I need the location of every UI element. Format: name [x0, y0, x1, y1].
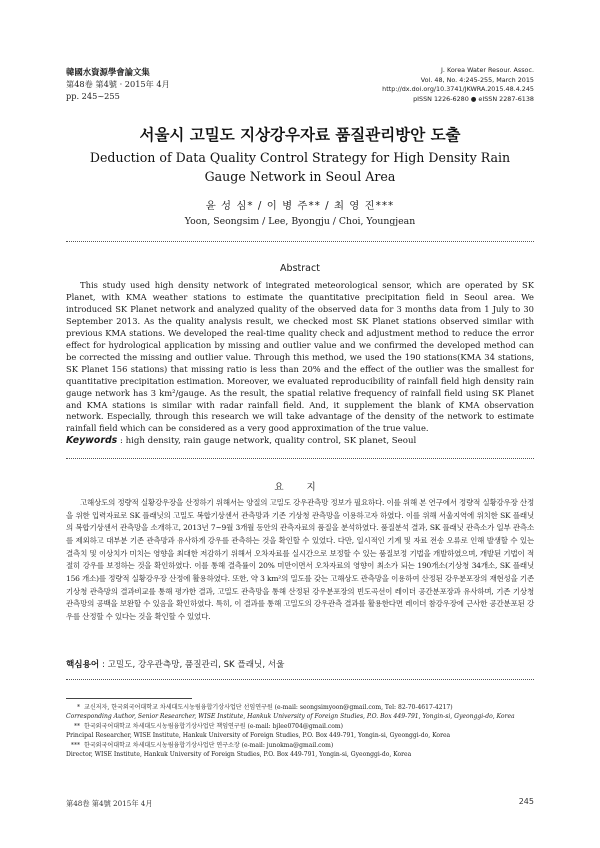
divider-top — [66, 241, 534, 242]
page-number: 245 — [518, 797, 534, 806]
footnote-ko: 한국외국어대학교 차세대도시농림융합기상사업단 연구소장 (e-mail: junokma@gmail.com) — [84, 741, 334, 749]
keywords-text: : high density, rain gauge network, quality control, SK planet, Seoul — [117, 436, 417, 446]
footnote-mark: * — [76, 704, 80, 711]
korean-abstract-heading: 요 지 — [274, 482, 326, 493]
footnote-ko: 한국외국어대학교 차세대도시농림융합기상사업단 책임연구원 (e-mail: bjlee0704@gmail.com) — [84, 722, 344, 730]
journal-header-right — [294, 66, 534, 104]
footnote-ko: 교신저자, 한국외국어대학교 차세대도시농림융합기상사업단 선임연구원 (e-mail: seongsimyoon@gmail.com, Tel: 82-70-4617-4217) — [84, 704, 453, 711]
footnote-mark: *** — [70, 741, 80, 749]
footnotes — [66, 703, 546, 759]
issn: pISSN 1226-6280 ● eISSN 2287-6138 — [413, 94, 534, 103]
journal-pages: pp. 245~255 — [66, 91, 120, 101]
footnote-en: Corresponding Author, Senior Researcher, WISE Institute, Hankuk University of Foreign Studies, P.O. Box 449-791, Yongin-si, Gyeonggi-do, Korea — [66, 713, 515, 721]
footnote — [66, 741, 546, 750]
korean-abstract-body: 고해상도의 정량적 실황강우장을 산정하기 위해서는 양질의 고밀도 강우관측망 정보가 필요하다. 이를 위해 본 연구에서 정량적 실황강우장 산정을 위한 입력자료로 SK 플래닛의 고밀도 복합기상센서 관측망과 기존 기상청 관측망을 이용하고자 하였다. 이를 위해 서울지역에 위치한 SK 플래닛의 복합기상센서 관측망을 소개하고, 2013년 7~9월 3개월 동안의 관측자료의 품질을 분석하였다. 품질분석 결과, SK 플래닛 관측소가 일부 관측소를 제외하고 대부분 기존 관측망과 유사하게 강우를 관측하는 것을 확인할 수 있었다. 다만, 일시적인 기계 및 자료 전송 오류로 인해 발생할 수 있는 결측치 및 이상치가 미치는 영향을 최대한 저감하기 위해서 오차자료를 실시간으로 보정할 수 있는 품질보정 기법을 개발하였으며, 개발된 기법이 적절히 강우를 보정하는 것을 확인하였다. 이를 통해 결측률이 20% 미만이면서 오차자료의 영향이 최소가 되는 190개소(기상청 34개소, SK 플래닛 156 개소)를 정량적 실황강우장 산정에 활용하였다. 또한, 약 3 km²의 밀도를 갖는 고해상도 관측망을 이용하여 산정된 강우분포장의 재현성을 기존 기상청 관측망의 결과비교를 통해 평가한 결과, 고밀도 관측망을 통해 산정된 강우분포장의 빈도곡선이 레이더 공간분포장과 유사하며, 기존 기상청 관측망의 공백을 보완할 수 있음을 확인하였다. 특히, 이 결과를 통해 고밀도의 강우관측 결과를 활용한다면 레이더 참강우장에 근사한 공간분포된 강우를 산정할 수 있다는 것을 확인할 수 있었다. — [66, 498, 534, 621]
journal-header-left — [66, 66, 170, 102]
keywords-ko — [66, 658, 534, 670]
abstract-body: This study used high density network of integrated meteorological sensor, which are operated by SK Planet, with KMA weather stations to estimate the quantitative precipitation field in Seoul area. We introduced SK Planet network and analyzed quality of the observed data for 3 months data from 1 July to 30 September 2013. As the quality analysis result, we checked most SK Planet stations observed similar with previous KMA stations. We developed the real-time quality check and adjustment method to reduce the error effect for hydrological application by missing and outlier value and we confirmed the developed method can be corrected the missing and outlier value. Through this method, we used the 190 stations(KMA 34 stations, SK Planet 156 stations) that missing ratio is less than 20% and the effect of the outlier was the smallest for quantitative precipitation estimation. Moreover, we evaluated reproducibility of rainfall field high density rain gauge network has 3 km²/gauge. As the result, the spatial relative frequency of rainfall field using SK Planet and KMA stations is similar with radar rainfall field. And, it supplement the blank of KMA observation network. Especially, through this research we will take advantage of the density of the network to estimate rainfall field which can be considered as a very good approximation of the true value. — [66, 280, 534, 434]
divider-middle — [66, 458, 534, 459]
journal-name-en: J. Korea Water Resour. Assoc. — [441, 66, 534, 74]
keywords-ko-text: : 고밀도, 강우관측망, 품질관리, SK 플래닛, 서울 — [99, 660, 285, 670]
keywords-ko-label: 핵심용어 — [66, 660, 100, 670]
journal-name-ko: 韓國水資源學會論文集 — [66, 67, 150, 77]
authors-ko: 윤 성 심* / 이 병 주** / 최 영 진*** — [205, 200, 395, 212]
keywords-label: Keywords — [66, 435, 118, 446]
abstract-heading: Abstract — [280, 263, 320, 274]
footnote — [66, 703, 546, 712]
footnote-en: Principal Researcher, WISE Institute, Hankuk University of Foreign Studies, P.O. Box 449-791, Yongin-si, Gyeonggi-do, Korea — [66, 732, 451, 740]
footnote-en: Director, WISE Institute, Hankuk University of Foreign Studies, P.O. Box 449-791, Yongin-si, Gyeonggi-do, Korea — [66, 751, 412, 759]
paper-title-ko: 서울시 고밀도 지상강우자료 품질관리방안 도출 — [139, 126, 461, 144]
footnote — [66, 722, 546, 731]
journal-volume-ko: 第48卷 第4號 · 2015年 4月 — [66, 79, 170, 89]
footnote-rule — [66, 698, 192, 699]
authors-en: Yoon, Seongsim / Lee, Byongju / Choi, Youngjean — [184, 216, 416, 227]
divider-bottom — [66, 679, 534, 680]
keywords-en — [66, 435, 534, 446]
journal-volume-en: Vol. 48, No. 4:245-255, March 2015 — [420, 75, 534, 84]
footer-issue: 第48卷 第4號 2015年 4月 — [66, 799, 153, 808]
paper-title-en: Deduction of Data Quality Control Strategy for High Density Rain Gauge Network in Seoul Area — [89, 150, 511, 184]
doi-link[interactable]: http://dx.doi.org/10.3741/JKWRA.2015.48.4.245 — [382, 85, 534, 94]
footnote-mark: ** — [73, 722, 80, 730]
